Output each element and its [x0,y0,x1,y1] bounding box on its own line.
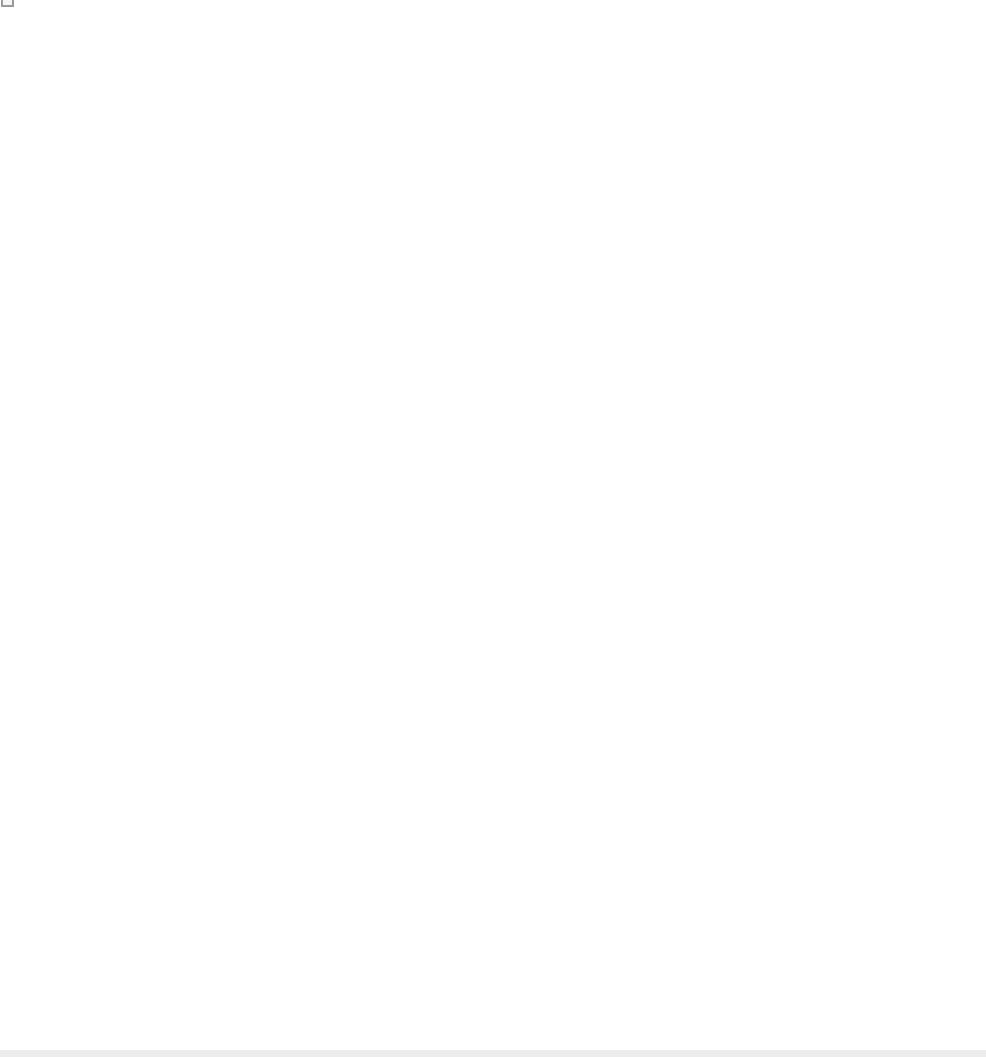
page-bottom-strip [0,1050,986,1057]
table-move-handle-icon[interactable] [1,0,14,7]
